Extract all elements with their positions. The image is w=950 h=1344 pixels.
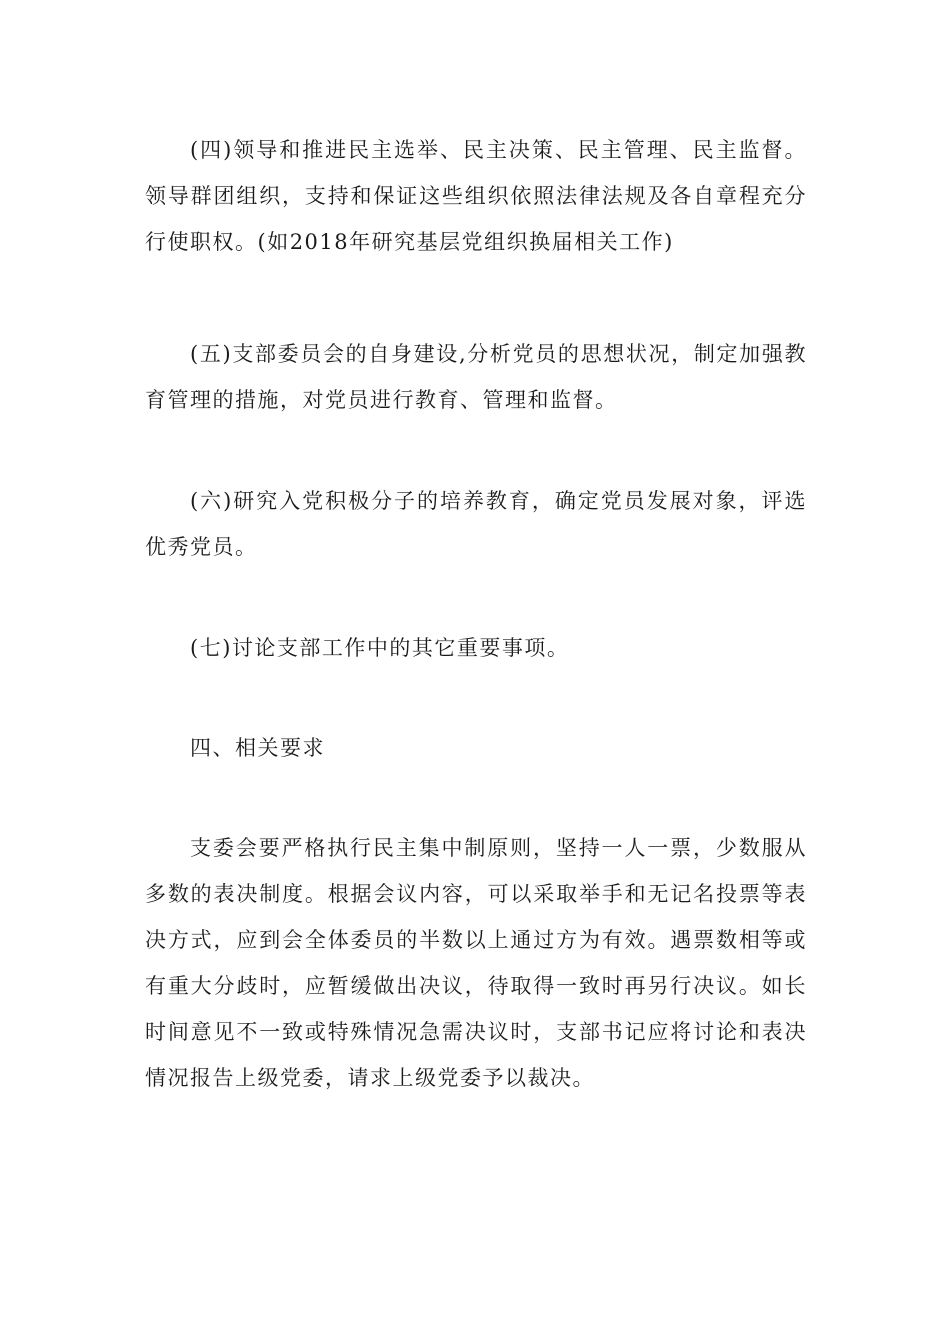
paragraph-requirements: 支委会要严格执行民主集中制原则，坚持一人一票，少数服从多数的表决制度。根据会议内容，可以采取举手和无记名投票等表决方式，应到会全体委员的半数以上通过方为有效。遇票数相等或有重大分歧时，应暂缓做出决议，待取得一致时再另行决议。如长时间意见不一致或特殊情况急需决议时，支部书记应将讨论和表决情况报告上级党委，请求上级党委予以裁决。 xyxy=(145,836,807,1090)
paragraph-item-5: (五)支部委员会的自身建设,分析党员的思想状况，制定加强教育管理的措施，对党员进行教育、管理和监督。 xyxy=(145,342,807,412)
section-heading: 四、相关要求 xyxy=(190,736,325,760)
paragraph-item-6: (六)研究入党积极分子的培养教育，确定党员发展对象，评选优秀党员。 xyxy=(145,489,807,559)
paragraph-item-7: (七)讨论支部工作中的其它重要事项。 xyxy=(190,636,570,660)
paragraph-item-4: (四)领导和推进民主选举、民主决策、民主管理、民主监督。领导群团组织，支持和保证这些组织依照法律法规及各自章程充分行使职权。(如2018年研究基层党组织换届相关工作) xyxy=(145,138,807,254)
